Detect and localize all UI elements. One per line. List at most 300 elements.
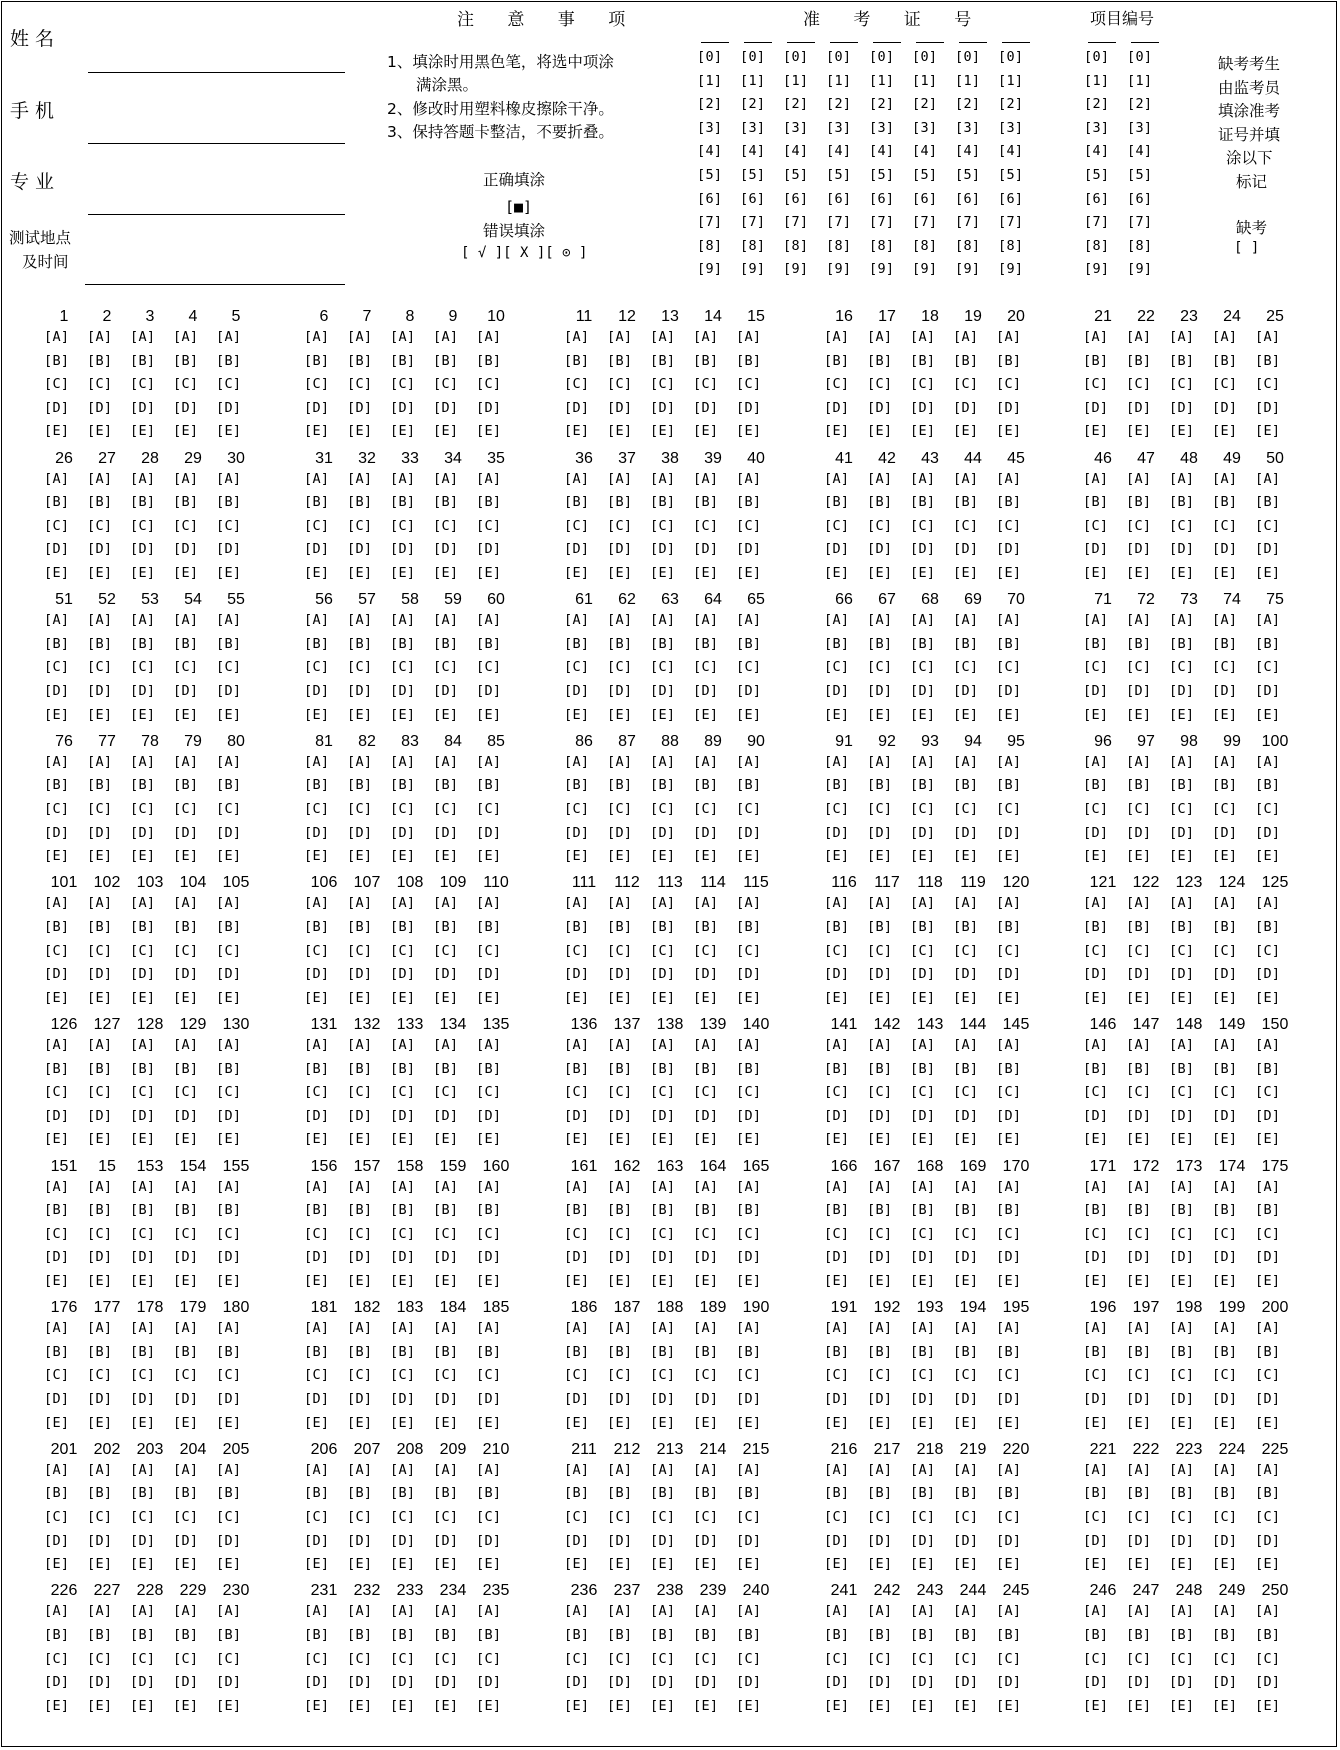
answer-option-bubble[interactable]: [A] <box>1255 1461 1281 1478</box>
answer-option-bubble[interactable]: [A] <box>44 329 70 345</box>
exam-id-digit-bubble[interactable]: [6] <box>740 190 766 207</box>
answer-option-bubble[interactable]: [D] <box>216 682 242 699</box>
answer-option-bubble[interactable]: [B] <box>736 1060 762 1077</box>
answer-option-bubble[interactable]: [E] <box>1255 1272 1281 1289</box>
answer-option-bubble[interactable]: [C] <box>1212 942 1238 959</box>
answer-option-bubble[interactable]: [C] <box>953 1225 979 1242</box>
answer-option-bubble[interactable]: [C] <box>996 942 1022 959</box>
answer-option-bubble[interactable]: [A] <box>304 1037 330 1053</box>
answer-option-bubble[interactable]: [E] <box>953 1414 979 1431</box>
answer-option-bubble[interactable]: [C] <box>996 1508 1022 1525</box>
answer-option-bubble[interactable]: [D] <box>693 399 719 416</box>
exam-id-digit-bubble[interactable]: [9] <box>826 261 852 278</box>
answer-option-bubble[interactable]: [B] <box>1083 777 1109 794</box>
answer-option-bubble[interactable]: [C] <box>44 517 70 534</box>
answer-option-bubble[interactable]: [B] <box>564 494 590 511</box>
answer-option-bubble[interactable]: [A] <box>476 1461 502 1478</box>
answer-option-bubble[interactable]: [E] <box>910 1131 936 1148</box>
answer-option-bubble[interactable]: [E] <box>1126 1131 1152 1148</box>
answer-option-bubble[interactable]: [A] <box>130 1603 156 1620</box>
answer-option-bubble[interactable]: [B] <box>867 635 893 652</box>
answer-option-bubble[interactable]: [E] <box>607 1272 633 1289</box>
answer-option-bubble[interactable]: [E] <box>953 706 979 723</box>
answer-option-bubble[interactable]: [A] <box>996 1320 1022 1337</box>
answer-option-bubble[interactable]: [A] <box>910 1461 936 1478</box>
answer-option-bubble[interactable]: [A] <box>433 895 459 912</box>
answer-option-bubble[interactable]: [B] <box>304 635 330 652</box>
exam-id-digit-bubble[interactable]: [0] <box>826 49 852 65</box>
answer-option-bubble[interactable]: [D] <box>130 399 156 416</box>
answer-option-bubble[interactable]: [C] <box>953 1084 979 1101</box>
answer-option-bubble[interactable]: [E] <box>216 1556 242 1573</box>
answer-option-bubble[interactable]: [A] <box>607 1320 633 1337</box>
exam-id-digit-bubble[interactable]: [5] <box>740 167 766 183</box>
answer-option-bubble[interactable]: [A] <box>650 1178 676 1195</box>
answer-option-bubble[interactable]: [A] <box>607 1178 633 1195</box>
answer-option-bubble[interactable]: [B] <box>390 1626 416 1643</box>
answer-option-bubble[interactable]: [E] <box>867 1697 893 1714</box>
exam-id-digit-bubble[interactable]: [9] <box>869 261 895 278</box>
answer-option-bubble[interactable]: [E] <box>736 1697 762 1714</box>
answer-option-bubble[interactable]: [D] <box>433 1390 459 1407</box>
answer-option-bubble[interactable]: [A] <box>1212 329 1238 345</box>
answer-option-bubble[interactable]: [C] <box>347 942 373 959</box>
answer-option-bubble[interactable]: [B] <box>1083 1485 1109 1502</box>
answer-option-bubble[interactable]: [A] <box>1169 1178 1195 1195</box>
answer-option-bubble[interactable]: [E] <box>390 1697 416 1714</box>
answer-option-bubble[interactable]: [D] <box>1083 541 1109 558</box>
answer-option-bubble[interactable]: [A] <box>130 1461 156 1478</box>
answer-option-bubble[interactable]: [B] <box>173 352 199 369</box>
answer-option-bubble[interactable]: [D] <box>216 1107 242 1124</box>
answer-option-bubble[interactable]: [B] <box>173 1060 199 1077</box>
answer-option-bubble[interactable]: [C] <box>564 1508 590 1525</box>
answer-option-bubble[interactable]: [D] <box>347 966 373 983</box>
answer-option-bubble[interactable]: [A] <box>1083 329 1109 345</box>
answer-option-bubble[interactable]: [D] <box>130 966 156 983</box>
answer-option-bubble[interactable]: [C] <box>433 659 459 676</box>
answer-option-bubble[interactable]: [E] <box>867 564 893 581</box>
answer-option-bubble[interactable]: [A] <box>996 1603 1022 1620</box>
answer-option-bubble[interactable]: [E] <box>1126 423 1152 440</box>
answer-option-bubble[interactable]: [A] <box>953 329 979 345</box>
project-digit-bubble[interactable]: [2] <box>1084 96 1110 113</box>
answer-option-bubble[interactable]: [D] <box>44 1674 70 1691</box>
exam-id-write-box[interactable] <box>959 42 987 43</box>
answer-option-bubble[interactable]: [A] <box>304 1320 330 1337</box>
answer-option-bubble[interactable]: [D] <box>304 824 330 841</box>
answer-option-bubble[interactable]: [D] <box>87 682 113 699</box>
answer-option-bubble[interactable]: [D] <box>1083 966 1109 983</box>
answer-option-bubble[interactable]: [A] <box>433 1603 459 1620</box>
answer-option-bubble[interactable]: [D] <box>44 824 70 841</box>
answer-option-bubble[interactable]: [C] <box>216 376 242 393</box>
answer-option-bubble[interactable]: [E] <box>433 1697 459 1714</box>
answer-option-bubble[interactable]: [A] <box>867 895 893 912</box>
exam-id-digit-bubble[interactable]: [3] <box>998 119 1024 136</box>
answer-option-bubble[interactable]: [D] <box>824 1107 850 1124</box>
exam-id-digit-bubble[interactable]: [6] <box>826 190 852 207</box>
answer-option-bubble[interactable]: [E] <box>1255 1131 1281 1148</box>
answer-option-bubble[interactable]: [E] <box>1212 1697 1238 1714</box>
answer-option-bubble[interactable]: [E] <box>607 706 633 723</box>
answer-option-bubble[interactable]: [E] <box>1169 989 1195 1006</box>
answer-option-bubble[interactable]: [E] <box>736 564 762 581</box>
answer-option-bubble[interactable]: [E] <box>736 1272 762 1289</box>
answer-option-bubble[interactable]: [D] <box>347 541 373 558</box>
answer-option-bubble[interactable]: [E] <box>1212 1414 1238 1431</box>
answer-option-bubble[interactable]: [E] <box>1255 1414 1281 1431</box>
answer-option-bubble[interactable]: [A] <box>130 753 156 770</box>
exam-id-digit-bubble[interactable]: [6] <box>869 190 895 207</box>
answer-option-bubble[interactable]: [B] <box>996 1626 1022 1643</box>
answer-option-bubble[interactable]: [E] <box>693 1697 719 1714</box>
answer-option-bubble[interactable]: [D] <box>216 824 242 841</box>
answer-option-bubble[interactable]: [B] <box>607 777 633 794</box>
answer-option-bubble[interactable]: [E] <box>347 848 373 865</box>
answer-option-bubble[interactable]: [C] <box>953 1650 979 1667</box>
answer-option-bubble[interactable]: [C] <box>650 517 676 534</box>
answer-option-bubble[interactable]: [C] <box>824 942 850 959</box>
answer-option-bubble[interactable]: [B] <box>347 1202 373 1219</box>
answer-option-bubble[interactable]: [B] <box>736 352 762 369</box>
exam-id-digit-bubble[interactable]: [8] <box>869 237 895 254</box>
answer-option-bubble[interactable]: [D] <box>736 1674 762 1691</box>
answer-option-bubble[interactable]: [E] <box>996 1414 1022 1431</box>
answer-option-bubble[interactable]: [B] <box>216 777 242 794</box>
answer-option-bubble[interactable]: [A] <box>564 1178 590 1195</box>
answer-option-bubble[interactable]: [C] <box>476 517 502 534</box>
answer-option-bubble[interactable]: [E] <box>607 848 633 865</box>
answer-option-bubble[interactable]: [A] <box>173 895 199 912</box>
answer-option-bubble[interactable]: [C] <box>867 1508 893 1525</box>
answer-option-bubble[interactable]: [B] <box>44 635 70 652</box>
answer-option-bubble[interactable]: [C] <box>476 800 502 817</box>
answer-option-bubble[interactable]: [D] <box>650 399 676 416</box>
answer-option-bubble[interactable]: [C] <box>347 659 373 676</box>
answer-option-bubble[interactable]: [B] <box>173 1343 199 1360</box>
answer-option-bubble[interactable]: [E] <box>216 1414 242 1431</box>
answer-option-bubble[interactable]: [B] <box>390 352 416 369</box>
answer-option-bubble[interactable]: [A] <box>476 1603 502 1620</box>
exam-id-digit-bubble[interactable]: [6] <box>783 190 809 207</box>
answer-option-bubble[interactable]: [A] <box>867 329 893 345</box>
answer-option-bubble[interactable]: [C] <box>476 942 502 959</box>
answer-option-bubble[interactable]: [B] <box>910 494 936 511</box>
answer-option-bubble[interactable]: [D] <box>476 1390 502 1407</box>
answer-option-bubble[interactable]: [B] <box>996 1343 1022 1360</box>
answer-option-bubble[interactable]: [B] <box>1212 777 1238 794</box>
answer-option-bubble[interactable]: [E] <box>476 1272 502 1289</box>
answer-option-bubble[interactable]: [E] <box>1169 1272 1195 1289</box>
exam-id-write-box[interactable] <box>787 42 815 43</box>
answer-option-bubble[interactable]: [B] <box>650 635 676 652</box>
answer-option-bubble[interactable]: [D] <box>996 1532 1022 1549</box>
answer-option-bubble[interactable]: [A] <box>910 1320 936 1337</box>
answer-option-bubble[interactable]: [A] <box>87 895 113 912</box>
answer-option-bubble[interactable]: [D] <box>1126 1107 1152 1124</box>
answer-option-bubble[interactable]: [D] <box>650 824 676 841</box>
answer-option-bubble[interactable]: [C] <box>1212 659 1238 676</box>
answer-option-bubble[interactable]: [D] <box>476 966 502 983</box>
answer-option-bubble[interactable]: [A] <box>867 612 893 629</box>
answer-option-bubble[interactable]: [B] <box>910 1626 936 1643</box>
answer-option-bubble[interactable]: [B] <box>1126 635 1152 652</box>
answer-option-bubble[interactable]: [E] <box>1255 1697 1281 1714</box>
answer-option-bubble[interactable]: [C] <box>867 376 893 393</box>
answer-option-bubble[interactable]: [A] <box>607 1603 633 1620</box>
answer-option-bubble[interactable]: [C] <box>736 942 762 959</box>
answer-option-bubble[interactable]: [D] <box>824 1532 850 1549</box>
answer-option-bubble[interactable]: [A] <box>1169 1603 1195 1620</box>
answer-option-bubble[interactable]: [C] <box>910 1367 936 1384</box>
answer-option-bubble[interactable]: [D] <box>1083 1674 1109 1691</box>
answer-option-bubble[interactable]: [C] <box>607 1084 633 1101</box>
answer-option-bubble[interactable]: [D] <box>130 541 156 558</box>
answer-option-bubble[interactable]: [C] <box>1169 942 1195 959</box>
answer-option-bubble[interactable]: [A] <box>390 1037 416 1053</box>
answer-option-bubble[interactable]: [B] <box>867 918 893 935</box>
answer-option-bubble[interactable]: [B] <box>1255 1343 1281 1360</box>
answer-option-bubble[interactable]: [B] <box>564 352 590 369</box>
answer-option-bubble[interactable]: [C] <box>867 1225 893 1242</box>
answer-option-bubble[interactable]: [A] <box>130 329 156 345</box>
answer-option-bubble[interactable]: [E] <box>44 1272 70 1289</box>
answer-option-bubble[interactable]: [C] <box>996 659 1022 676</box>
answer-option-bubble[interactable]: [D] <box>347 1107 373 1124</box>
answer-option-bubble[interactable]: [D] <box>44 682 70 699</box>
answer-option-bubble[interactable]: [B] <box>564 918 590 935</box>
answer-option-bubble[interactable]: [E] <box>173 423 199 440</box>
answer-option-bubble[interactable]: [E] <box>953 1556 979 1573</box>
answer-option-bubble[interactable]: [D] <box>824 399 850 416</box>
answer-option-bubble[interactable]: [C] <box>390 517 416 534</box>
answer-option-bubble[interactable]: [A] <box>347 1178 373 1195</box>
answer-option-bubble[interactable]: [E] <box>996 848 1022 865</box>
answer-option-bubble[interactable]: [A] <box>476 329 502 345</box>
answer-option-bubble[interactable]: [D] <box>87 966 113 983</box>
answer-option-bubble[interactable]: [C] <box>216 1508 242 1525</box>
answer-option-bubble[interactable]: [C] <box>433 942 459 959</box>
answer-option-bubble[interactable]: [D] <box>824 1249 850 1266</box>
answer-option-bubble[interactable]: [A] <box>1126 895 1152 912</box>
answer-option-bubble[interactable]: [A] <box>304 1603 330 1620</box>
answer-option-bubble[interactable]: [A] <box>216 1603 242 1620</box>
answer-option-bubble[interactable]: [D] <box>1126 1390 1152 1407</box>
answer-option-bubble[interactable]: [A] <box>953 1037 979 1053</box>
answer-option-bubble[interactable]: [D] <box>996 824 1022 841</box>
answer-option-bubble[interactable]: [A] <box>693 612 719 629</box>
answer-option-bubble[interactable]: [A] <box>1212 753 1238 770</box>
answer-option-bubble[interactable]: [E] <box>607 1697 633 1714</box>
answer-option-bubble[interactable]: [D] <box>1212 682 1238 699</box>
answer-option-bubble[interactable]: [E] <box>390 1272 416 1289</box>
answer-option-bubble[interactable]: [D] <box>607 682 633 699</box>
answer-option-bubble[interactable]: [D] <box>650 1674 676 1691</box>
answer-option-bubble[interactable]: [A] <box>476 1320 502 1337</box>
answer-option-bubble[interactable]: [D] <box>1083 1532 1109 1549</box>
answer-option-bubble[interactable]: [B] <box>44 918 70 935</box>
exam-id-digit-bubble[interactable]: [2] <box>697 96 723 113</box>
answer-option-bubble[interactable]: [E] <box>87 1272 113 1289</box>
answer-option-bubble[interactable]: [A] <box>216 1178 242 1195</box>
answer-option-bubble[interactable]: [B] <box>650 1202 676 1219</box>
answer-option-bubble[interactable]: [A] <box>433 612 459 629</box>
answer-option-bubble[interactable]: [B] <box>216 1626 242 1643</box>
answer-option-bubble[interactable]: [A] <box>953 1178 979 1195</box>
answer-option-bubble[interactable]: [D] <box>1255 399 1281 416</box>
answer-option-bubble[interactable]: [C] <box>953 1367 979 1384</box>
answer-option-bubble[interactable]: [D] <box>996 541 1022 558</box>
answer-option-bubble[interactable]: [B] <box>130 918 156 935</box>
answer-option-bubble[interactable]: [C] <box>867 517 893 534</box>
answer-option-bubble[interactable]: [B] <box>693 352 719 369</box>
answer-option-bubble[interactable]: [B] <box>1212 1060 1238 1077</box>
answer-option-bubble[interactable]: [A] <box>1212 612 1238 629</box>
answer-option-bubble[interactable]: [E] <box>693 564 719 581</box>
answer-option-bubble[interactable]: [E] <box>304 564 330 581</box>
answer-option-bubble[interactable]: [D] <box>87 824 113 841</box>
exam-id-digit-bubble[interactable]: [3] <box>912 119 938 136</box>
answer-option-bubble[interactable]: [E] <box>607 1556 633 1573</box>
answer-option-bubble[interactable]: [D] <box>304 1674 330 1691</box>
answer-option-bubble[interactable]: [B] <box>736 777 762 794</box>
answer-option-bubble[interactable]: [A] <box>736 470 762 487</box>
answer-option-bubble[interactable]: [B] <box>216 1343 242 1360</box>
answer-option-bubble[interactable]: [C] <box>433 800 459 817</box>
answer-option-bubble[interactable]: [A] <box>910 753 936 770</box>
answer-option-bubble[interactable]: [D] <box>910 1532 936 1549</box>
answer-option-bubble[interactable]: [E] <box>1169 423 1195 440</box>
answer-option-bubble[interactable]: [B] <box>130 1485 156 1502</box>
answer-option-bubble[interactable]: [B] <box>87 352 113 369</box>
answer-option-bubble[interactable]: [A] <box>304 470 330 487</box>
exam-id-digit-bubble[interactable]: [8] <box>740 237 766 254</box>
answer-option-bubble[interactable]: [C] <box>390 1650 416 1667</box>
answer-option-bubble[interactable]: [B] <box>867 1343 893 1360</box>
exam-id-digit-bubble[interactable]: [7] <box>869 214 895 231</box>
answer-option-bubble[interactable]: [A] <box>1083 612 1109 629</box>
answer-option-bubble[interactable]: [D] <box>693 1390 719 1407</box>
answer-option-bubble[interactable]: [D] <box>1255 541 1281 558</box>
answer-option-bubble[interactable]: [C] <box>1083 517 1109 534</box>
answer-option-bubble[interactable]: [A] <box>1169 329 1195 345</box>
answer-option-bubble[interactable]: [B] <box>1169 1060 1195 1077</box>
answer-option-bubble[interactable]: [C] <box>1126 800 1152 817</box>
answer-option-bubble[interactable]: [E] <box>693 989 719 1006</box>
answer-option-bubble[interactable]: [B] <box>347 1060 373 1077</box>
answer-option-bubble[interactable]: [B] <box>650 1626 676 1643</box>
answer-option-bubble[interactable]: [C] <box>824 1508 850 1525</box>
answer-option-bubble[interactable]: [D] <box>347 682 373 699</box>
answer-option-bubble[interactable]: [B] <box>953 1626 979 1643</box>
answer-option-bubble[interactable]: [A] <box>867 1603 893 1620</box>
answer-option-bubble[interactable]: [B] <box>996 1485 1022 1502</box>
answer-option-bubble[interactable]: [D] <box>173 1107 199 1124</box>
answer-option-bubble[interactable]: [B] <box>433 1060 459 1077</box>
answer-option-bubble[interactable]: [B] <box>476 1060 502 1077</box>
exam-id-digit-bubble[interactable]: [5] <box>783 167 809 183</box>
answer-option-bubble[interactable]: [D] <box>433 1674 459 1691</box>
exam-id-digit-bubble[interactable]: [5] <box>912 167 938 183</box>
answer-option-bubble[interactable]: [E] <box>867 848 893 865</box>
answer-option-bubble[interactable]: [A] <box>953 1320 979 1337</box>
answer-option-bubble[interactable]: [D] <box>1169 824 1195 841</box>
answer-option-bubble[interactable]: [D] <box>736 1249 762 1266</box>
answer-option-bubble[interactable]: [B] <box>304 1343 330 1360</box>
answer-option-bubble[interactable]: [D] <box>173 1390 199 1407</box>
answer-option-bubble[interactable]: [B] <box>910 1202 936 1219</box>
exam-id-digit-bubble[interactable]: [4] <box>697 143 723 160</box>
answer-option-bubble[interactable]: [C] <box>304 1650 330 1667</box>
answer-option-bubble[interactable]: [A] <box>1083 1320 1109 1337</box>
answer-option-bubble[interactable]: [B] <box>953 635 979 652</box>
answer-option-bubble[interactable]: [A] <box>996 470 1022 487</box>
answer-option-bubble[interactable]: [E] <box>390 564 416 581</box>
answer-option-bubble[interactable]: [C] <box>1126 942 1152 959</box>
answer-option-bubble[interactable]: [E] <box>910 989 936 1006</box>
exam-id-digit-bubble[interactable]: [3] <box>783 119 809 136</box>
answer-option-bubble[interactable]: [C] <box>390 942 416 959</box>
answer-option-bubble[interactable]: [A] <box>130 1037 156 1053</box>
answer-option-bubble[interactable]: [A] <box>1126 1178 1152 1195</box>
answer-option-bubble[interactable]: [C] <box>736 800 762 817</box>
answer-option-bubble[interactable]: [D] <box>44 399 70 416</box>
answer-option-bubble[interactable]: [E] <box>1126 1272 1152 1289</box>
answer-option-bubble[interactable]: [A] <box>824 895 850 912</box>
exam-id-digit-bubble[interactable]: [8] <box>826 237 852 254</box>
answer-option-bubble[interactable]: [D] <box>736 541 762 558</box>
exam-id-digit-bubble[interactable]: [4] <box>998 143 1024 160</box>
answer-option-bubble[interactable]: [D] <box>996 1249 1022 1266</box>
answer-option-bubble[interactable]: [D] <box>1126 1532 1152 1549</box>
answer-option-bubble[interactable]: [D] <box>1255 1107 1281 1124</box>
answer-option-bubble[interactable]: [B] <box>87 1060 113 1077</box>
answer-option-bubble[interactable]: [D] <box>433 824 459 841</box>
answer-option-bubble[interactable]: [A] <box>910 1037 936 1053</box>
answer-option-bubble[interactable]: [A] <box>216 1037 242 1053</box>
answer-option-bubble[interactable]: [E] <box>650 989 676 1006</box>
answer-option-bubble[interactable]: [C] <box>130 1508 156 1525</box>
exam-id-digit-bubble[interactable]: [8] <box>998 237 1024 254</box>
answer-option-bubble[interactable]: [B] <box>607 1485 633 1502</box>
answer-option-bubble[interactable]: [B] <box>1169 1485 1195 1502</box>
answer-option-bubble[interactable]: [C] <box>130 942 156 959</box>
answer-option-bubble[interactable]: [A] <box>910 612 936 629</box>
answer-option-bubble[interactable]: [D] <box>130 824 156 841</box>
answer-option-bubble[interactable]: [A] <box>44 895 70 912</box>
answer-option-bubble[interactable]: [D] <box>564 1107 590 1124</box>
answer-option-bubble[interactable]: [D] <box>173 1532 199 1549</box>
project-digit-bubble[interactable]: [5] <box>1127 167 1153 183</box>
answer-option-bubble[interactable]: [E] <box>910 1697 936 1714</box>
answer-option-bubble[interactable]: [B] <box>347 1485 373 1502</box>
answer-option-bubble[interactable]: [D] <box>736 1390 762 1407</box>
answer-option-bubble[interactable]: [A] <box>44 1178 70 1195</box>
project-digit-bubble[interactable]: [8] <box>1127 237 1153 254</box>
answer-option-bubble[interactable]: [E] <box>1169 706 1195 723</box>
answer-option-bubble[interactable]: [E] <box>1212 1272 1238 1289</box>
answer-option-bubble[interactable]: [B] <box>476 352 502 369</box>
answer-option-bubble[interactable]: [A] <box>1212 1320 1238 1337</box>
answer-option-bubble[interactable]: [C] <box>736 1225 762 1242</box>
answer-option-bubble[interactable]: [D] <box>87 1107 113 1124</box>
answer-option-bubble[interactable]: [C] <box>304 376 330 393</box>
exam-id-digit-bubble[interactable]: [4] <box>783 143 809 160</box>
answer-option-bubble[interactable]: [E] <box>87 706 113 723</box>
answer-option-bubble[interactable]: [C] <box>564 800 590 817</box>
answer-option-bubble[interactable]: [B] <box>650 1060 676 1077</box>
